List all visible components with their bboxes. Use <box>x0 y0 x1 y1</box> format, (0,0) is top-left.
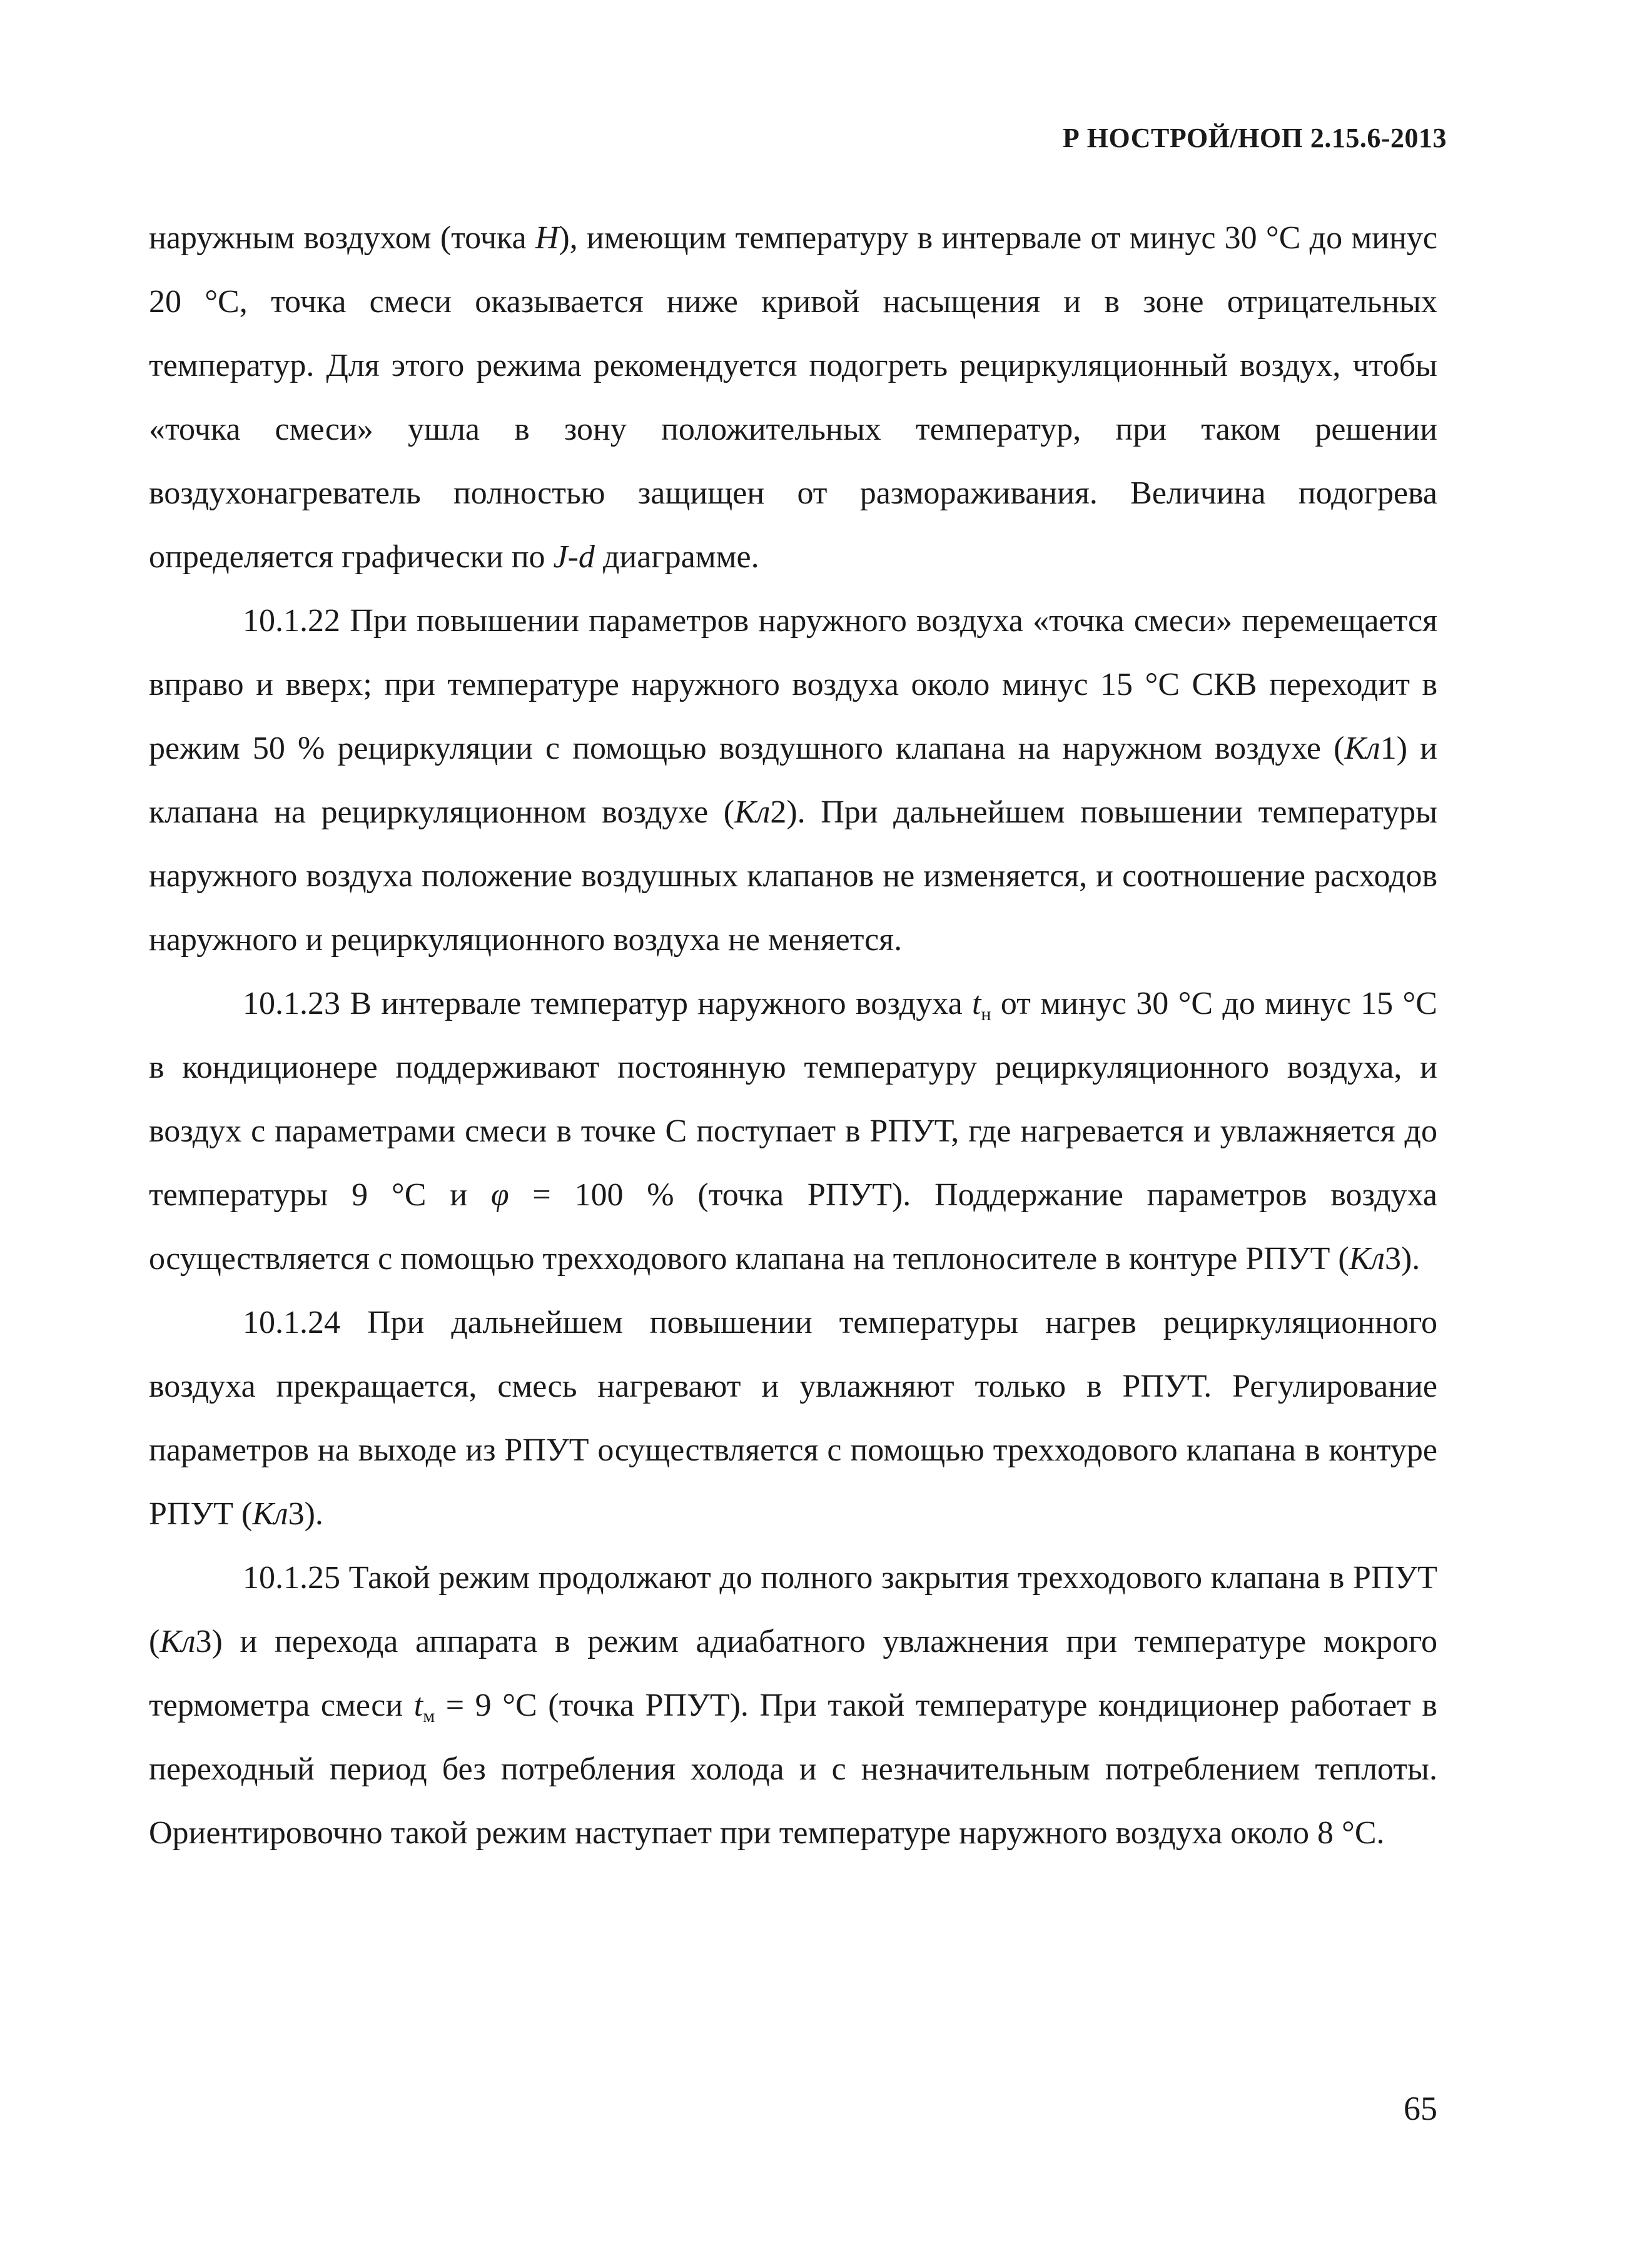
page-body <box>149 206 1437 1865</box>
paragraph-10-1-24: 10.1.24 При дальнейшем повышении температуры нагрев рециркуляционного воздуха прекращается, смесь нагревают и увлажняют только в РПУТ. Регулирование параметров на выходе из РПУТ осуществляется с помощью трехходового клапана в контуре РПУТ (Кл3). <box>149 1305 1437 1532</box>
page-number: 65 <box>1404 2090 1437 2127</box>
document-code-header: Р НОСТРОЙ/НОП 2.15.6-2013 <box>1062 123 1447 153</box>
paragraph-10-1-22: 10.1.22 При повышении параметров наружного воздуха «точка смеси» перемещается вправо и вверх; при температуре наружного воздуха около минус 15 °С СКВ переходит в режим 50 % рециркуляции с помощью воздушного клапана на наружном воздухе (Кл1) и клапана на рециркуляционном воздухе (Кл2). При дальнейшем повышении температуры наружного воздуха положение воздушных клапанов не изменяется, и соотношение расходов наружного и рециркуляционного воздуха не меняется. <box>149 603 1438 958</box>
paragraph-continued: наружным воздухом (точка Н), имеющим температуру в интервале от минус 30 °С до минус 20 °С, точка смеси оказывается ниже кривой насыщения и в зоне отрицательных температур. Для этого режима рекомендуется подогреть рециркуляционный воздух, чтобы «точка смеси» ушла в зону положительных температур, при таком решении воздухонагреватель полностью защищен от размораживания. Величина подогрева определяется графически по J-d диаграмме. <box>149 220 1438 575</box>
paragraph-10-1-25: 10.1.25 Такой режим продолжают до полного закрытия трехходового клапана в РПУТ (Кл3) и перехода аппарата в режим адиабатного увлажнения при температуре мокрого термометра смеси $t_м = 9$ °С (точка РПУТ). При такой температуре кондиционер работает в переходный период без потребления холода и с незначительным потреблением теплоты. Ориентировочно такой режим наступает при температуре наружного воздуха около 8 °С. <box>149 1560 1437 1851</box>
paragraph-10-1-23: 10.1.23 В интервале температур наружного воздуха $t_н$ от минус 30 °С до минус 15 °С в кондиционере поддерживают постоянную температуру рециркуляционного воздуха, и воздух с параметрами смеси в точке С поступает в РПУТ, где нагревается и увлажняется до температуры 9 °С и φ = 100 % (точка РПУТ). Поддержание параметров воздуха осуществляется с помощью трехходового клапана на теплоносителе в контуре РПУТ (Кл3). <box>149 986 1437 1277</box>
